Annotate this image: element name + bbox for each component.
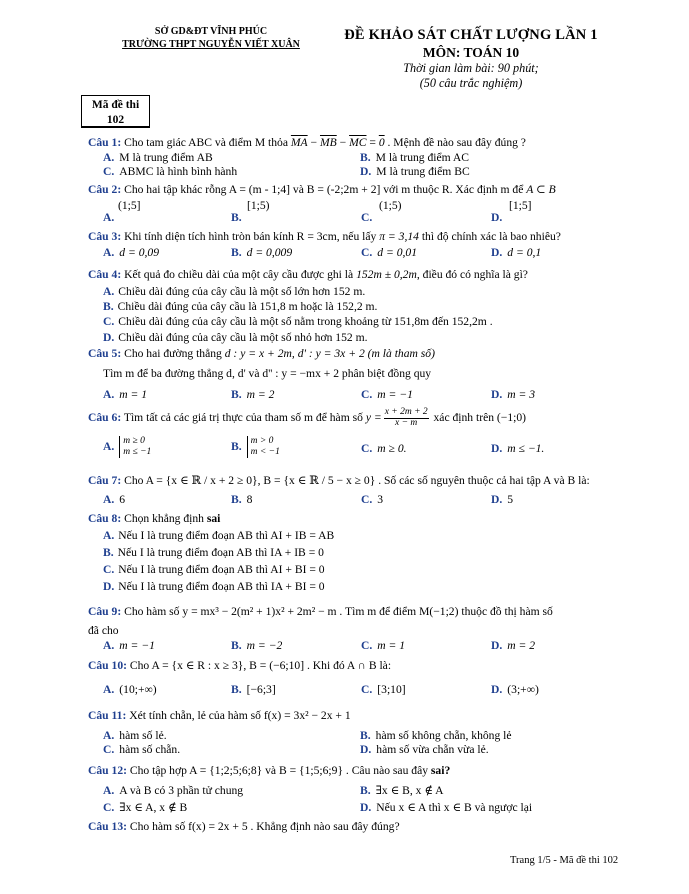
question-text: Chọn khẳng định [121,512,207,525]
option-a[interactable] [103,529,334,543]
option-c[interactable] [103,165,237,179]
option-label: C. [103,563,115,576]
option-text: [3;10] [377,683,406,696]
option-text: m ≤ −1. [507,442,545,455]
question-text: Cho hai đường thẳng [121,347,225,360]
option-label: A. [103,683,115,696]
option-text: ∃x ∈ A, x ∉ B [119,801,188,814]
option-a[interactable] [103,683,157,697]
option-a-value: (1;5] [118,199,141,212]
option-label: A. [103,388,115,401]
option-d[interactable] [360,801,532,815]
option-d[interactable] [491,639,535,653]
option-label: A. [103,493,115,506]
exam-code-label: Mã đề thi [91,99,140,111]
option-label: C. [103,165,115,178]
option-text: d = 0,009 [246,246,293,259]
option-text: M là trung điểm AC [375,151,470,164]
option-label: A. [103,439,115,453]
vector-mc: $\overline{MC}$ [349,136,367,149]
option-text: d = 0,09 [119,246,159,259]
option-label: C. [361,639,373,652]
option-d[interactable] [103,580,325,594]
fraction-numerator: x + 2m + 2 [384,407,428,417]
question-3 [88,230,648,244]
option-text: Nếu I là trung điểm đoạn AB thì AI + BI = 0 [118,563,325,576]
option-label: C. [103,801,115,814]
option-label: A. [103,211,115,224]
option-a[interactable] [103,639,155,653]
option-c[interactable] [361,442,407,456]
option-label: B. [231,639,242,652]
option-b[interactable] [231,683,276,697]
question-text: Cho tập hợp A = {1;2;5;6;8} và B = {1;5;6;9} . Câu nào sau đây [126,764,431,777]
option-label: D. [360,801,372,814]
option-label: B. [231,493,242,506]
option-label: A. [103,151,115,164]
option-b[interactable] [231,388,274,402]
system-line: m ≤ −1 [123,446,152,457]
option-d[interactable] [491,388,535,402]
vector-mb: $\overline{MB}$ [319,136,337,149]
option-text: hàm số vừa chẵn vừa lẻ. [376,743,489,756]
option-text: m = 1 [119,388,148,401]
question-number: Câu 11: [88,709,127,722]
question-11 [88,709,648,723]
option-label: B. [360,729,371,742]
option-d[interactable] [103,331,368,345]
subset-condition: A ⊂ B [526,183,556,196]
option-b[interactable] [360,151,469,165]
option-label: B. [231,683,242,696]
question-text: , điều đó có nghĩa là gì? [416,268,528,281]
fraction-denominator: x − m [395,417,418,428]
option-label: D. [491,639,503,652]
option-b[interactable] [231,493,252,507]
option-label: D. [360,165,372,178]
question-4 [88,268,648,282]
option-b-value: [1;5) [247,199,270,212]
option-label: A. [103,246,115,259]
option-text: hàm số lẻ. [119,729,167,742]
option-label: B. [103,300,114,313]
question-number: Câu 8: [88,512,122,525]
emphasis-word: sai? [430,764,451,777]
option-label: A. [103,285,115,298]
option-label: D. [360,743,372,756]
option-b[interactable] [231,639,282,653]
option-a[interactable] [103,436,151,458]
question-8 [88,512,648,526]
option-text: M là trung điểm AB [119,151,213,164]
option-text: Chiều dài đúng của cây cầu là một số nằm trong khoảng từ 151,8m đến 152,2m . [118,315,493,328]
option-b[interactable] [103,546,324,560]
option-b[interactable] [231,211,247,225]
option-label: D. [491,246,503,259]
question-text: thì độ chính xác là bao nhiêu? [418,230,561,243]
option-text: d = 0,1 [507,246,542,259]
option-text: m = 2 [507,639,536,652]
question-text: Cho hàm số y = mx³ − 2(m² + 1)x² + 2m² − m . Tìm m để điểm M(−1;2) thuộc đồ thị hàm số [121,605,553,618]
question-text: Xét tính chẵn, lẻ của hàm số f(x) = 3x² − 2x + 1 [126,709,351,722]
question-5-prompt: Tìm m để ba đường thẳng d, d' và d'' : y = −mx + 2 phân biệt đồng quy [103,367,432,380]
operator: − [336,136,350,149]
option-d-value: [1;5] [509,199,532,212]
system-line: m > 0 [250,436,274,446]
exam-title: ĐỀ KHẢO SÁT CHẤT LƯỢNG LẦN 1 [344,27,598,43]
option-label: A. [103,529,115,542]
option-label: B. [231,439,242,453]
function-fraction [384,408,429,429]
header-left [96,26,326,51]
option-c[interactable] [361,493,383,507]
option-c-value: (1;5) [379,199,402,212]
option-system [247,436,280,458]
question-text: Cho hai tập khác rỗng A = (m - 1;4] và B = (-2;2m + 2] với m thuộc R. Xác định m để [121,183,527,196]
question-2 [88,183,648,197]
option-text: d = 0,01 [377,246,417,259]
exam-code-box [81,95,150,128]
question-10 [88,659,648,673]
question-text: Kết quả đo chiều dài của một cây cầu được ghi là [121,268,357,281]
school-name: TRƯỜNG THPT NGUYỄN VIẾT XUÂN [122,38,300,50]
option-c[interactable] [361,683,406,697]
option-b[interactable] [360,729,512,743]
option-text: hàm số không chẵn, không lẻ [375,729,512,742]
option-label: C. [361,493,373,506]
option-d[interactable] [360,743,489,757]
option-c[interactable] [361,639,405,653]
question-number: Câu 2: [88,183,122,196]
option-label: D. [491,211,503,224]
question-text: Cho hàm số f(x) = 2x + 5 . Khẳng định nào sau đây đúng? [126,820,400,833]
option-label: C. [361,211,373,224]
option-d[interactable] [360,165,470,179]
option-d[interactable] [491,211,507,225]
question-1 [88,136,648,150]
option-text: m = 1 [377,639,406,652]
option-label: D. [491,683,503,696]
question-number: Câu 4: [88,268,122,281]
option-label: C. [103,315,115,328]
option-label: A. [103,639,115,652]
option-label: B. [103,546,114,559]
question-6 [88,408,648,429]
option-text: m ≥ 0. [377,442,407,455]
option-label: C. [361,683,373,696]
option-text: m = −1 [377,388,413,401]
question-number: Câu 7: [88,474,122,487]
question-text: Tìm tất cả các giá trị thực của tham số m để hàm số [121,411,366,425]
option-text: 6 [119,493,126,506]
question-9-continued: đã cho [88,624,119,637]
option-a[interactable] [103,151,213,165]
option-text: (10;+∞) [119,683,157,696]
question-number: Câu 10: [88,659,127,672]
question-number: Câu 6: [88,411,122,425]
question-number: Câu 9: [88,605,122,618]
question-number: Câu 3: [88,230,122,243]
department-name: SỞ GD&ĐT VĨNH PHÚC [154,26,268,37]
system-line: m < −1 [250,446,280,457]
option-text: ∃x ∈ B, x ∉ A [375,784,444,797]
option-text: Nếu x ∈ A thì x ∈ B và ngược lại [376,801,533,814]
question-text: Cho tam giác ABC và điểm M thỏa [121,136,291,149]
option-a[interactable] [103,493,125,507]
question-number: Câu 12: [88,764,127,777]
option-c[interactable] [361,211,377,225]
option-text: m = −1 [119,639,155,652]
exam-duration: Thời gian làm bài: 90 phút; [403,61,539,76]
option-text: 5 [507,493,514,506]
option-text: hàm số chẵn. [119,743,181,756]
option-label: B. [231,211,242,224]
question-text: Cho A = {x ∈ ℝ / x + 2 ≥ 0}, B = {x ∈ ℝ / 5 − x ≥ 0} . Số các số nguyên thuộc cả hai tập A và B là: [121,474,590,487]
question-text: xác định trên (−1;0) [430,411,527,425]
option-b[interactable] [231,246,292,260]
option-text: m = 2 [246,388,275,401]
option-c[interactable] [103,563,325,577]
option-d[interactable] [491,246,541,260]
option-text: Chiều dài đúng của cây cầu là một số lớn hơn 152 m. [118,285,366,298]
question-7 [88,474,648,488]
option-b[interactable] [360,784,444,798]
option-label: A. [103,729,115,742]
option-d[interactable] [491,493,513,507]
option-c[interactable] [103,801,187,815]
option-label: B. [360,784,371,797]
option-label: D. [491,442,503,455]
measurement-value: 152m ± 0,2m [356,268,417,281]
option-a[interactable] [103,246,159,260]
option-d[interactable] [491,683,539,697]
header-right [322,27,620,91]
operator: − [307,136,320,149]
option-label: C. [361,246,373,259]
question-number: Câu 1: [88,136,122,149]
option-b[interactable] [231,436,280,458]
option-text: m = 3 [507,388,536,401]
option-c[interactable] [103,315,493,329]
vector-ma: $\overline{MA}$ [290,136,308,149]
question-13 [88,820,648,834]
option-c[interactable] [361,388,413,402]
option-text: [−6;3] [246,683,276,696]
question-5 [88,347,648,361]
option-label: A. [103,784,115,797]
option-text: m = −2 [246,639,283,652]
option-a[interactable] [103,285,365,299]
option-b[interactable] [103,300,377,314]
option-text: ABMC là hình bình hành [119,165,238,178]
exam-subject: MÔN: TOÁN 10 [422,44,520,60]
option-text: Nếu I là trung điểm đoạn AB thì IA + IB = 0 [117,546,324,559]
option-text: 8 [246,493,253,506]
question-number: Câu 13: [88,820,127,833]
option-text: M là trung điểm BC [376,165,470,178]
option-c[interactable] [103,743,180,757]
option-label: B. [231,246,242,259]
question-9 [88,605,648,619]
option-text: 3 [377,493,384,506]
emphasis-word: sai [206,512,221,525]
option-label: B. [231,388,242,401]
option-text: Nếu I là trung điểm đoạn AB thì AI + IB = AB [118,529,335,542]
option-text: (3;+∞) [507,683,539,696]
option-a[interactable] [103,729,167,743]
function-lhs: y = [365,411,382,425]
question-text: Cho A = {x ∈ R : x ≥ 3}, B = (−6;10] . Khi đó A ∩ B là: [126,659,392,672]
option-label: D. [491,493,503,506]
option-text: Chiều dài đúng của cây cầu là 151,8 m hoặc là 152,2 m. [117,300,378,313]
option-a[interactable] [103,211,119,225]
option-a[interactable] [103,784,243,798]
option-text: Nếu I là trung điểm đoạn AB thì IA + BI = 0 [118,580,325,593]
exam-format: (50 câu trắc nghiệm) [419,76,523,91]
option-label: D. [103,580,115,593]
option-text: A và B có 3 phần tử chung [119,784,244,797]
question-12 [88,764,648,778]
question-number: Câu 5: [88,347,122,360]
option-system [119,436,151,458]
exam-code-value: 102 [106,113,125,126]
option-text: Chiều dài đúng của cây cầu là một số nhỏ hơn 152 m. [118,331,368,344]
system-line: m ≥ 0 [123,436,145,446]
option-label: C. [361,442,373,455]
option-label: D. [103,331,115,344]
option-label: D. [491,388,503,401]
option-label: B. [360,151,371,164]
option-label: C. [103,743,115,756]
option-a[interactable] [103,388,147,402]
pi-value: π = 3,14 [379,230,419,243]
question-text: Khi tính diện tích hình tròn bán kính R = 3cm, nếu lấy [121,230,380,243]
option-c[interactable] [361,246,417,260]
line-equations: d : y = x + 2m, d' : y = 3x + 2 (m là tham số) [224,347,435,360]
zero-vector: 0 [378,136,385,149]
option-label: C. [361,388,373,401]
operator: = [366,136,379,149]
option-d[interactable] [491,442,544,456]
question-text: . Mệnh đề nào sau đây đúng ? [384,136,526,149]
page-footer: Trang 1/5 - Mã đề thi 102 [510,855,619,866]
